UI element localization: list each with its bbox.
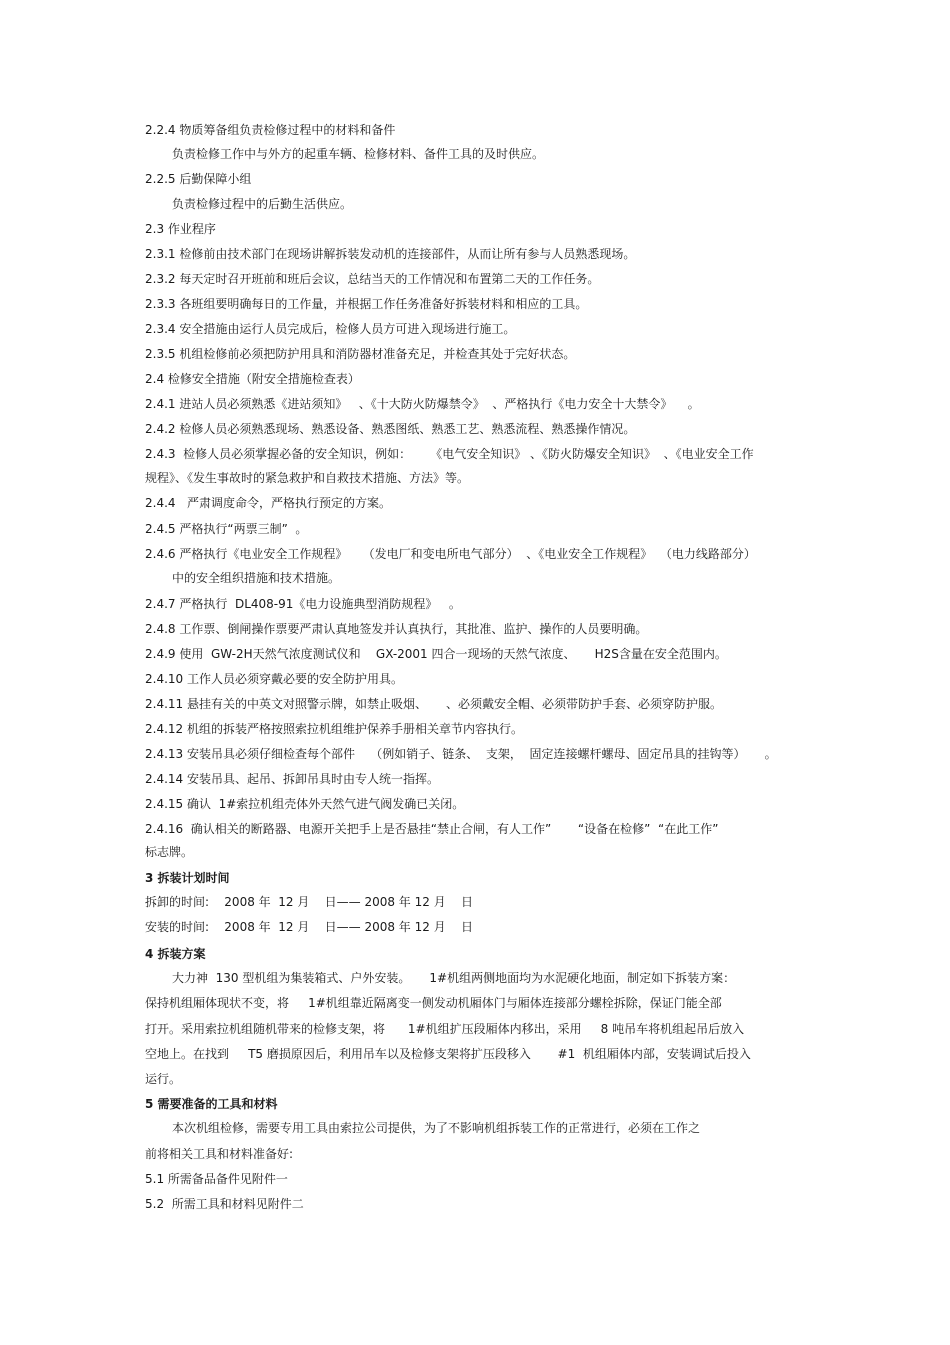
section-2-2-4-heading: 2.2.4 物质筹备组负责检修过程中的材料和备件 [145, 123, 396, 137]
paragraph-line: 2.3.3 各班组要明确每日的工作量，并根据工作任务准备好拆装材料和相应的工具。 [145, 297, 588, 311]
disassembly-time: 拆卸的时间: 2008 年 12 月 日—— 2008 年 12 月 日 [145, 895, 473, 909]
section-2-2-5-heading: 2.2.5 后勤保障小组 [145, 172, 252, 186]
paragraph-line: 2.4.10 工作人员必须穿戴必要的安全防护用具。 [145, 672, 403, 686]
paragraph-line: 2.4.13 安装吊具必须仔细检查每个部件 （例如销子、链条、 支架， 固定连接螺杆螺母、固定吊具的挂钩等） 。 [145, 747, 777, 761]
section-4-heading: 4 拆装方案 [145, 947, 206, 961]
paragraph-line: 负责检修过程中的后勤生活供应。 [172, 197, 353, 211]
paragraph-line: 负责检修工作中与外方的起重车辆、检修材料、备件工具的及时供应。 [172, 147, 545, 161]
section-2-3-heading: 2.3 作业程序 [145, 222, 216, 236]
paragraph-line: 本次机组检修，需要专用工具由索拉公司提供，为了不影响机组拆装工作的正常进行，必须在工作之 [172, 1121, 701, 1135]
section-5-heading: 5 需要准备的工具和材料 [145, 1097, 278, 1111]
paragraph-line: 2.4.1 进站人员必须熟悉《进站须知》 、《十大防火防爆禁令》 、严格执行《电力安全十大禁令》 。 [145, 397, 700, 411]
paragraph-line: 2.3.5 机组检修前必须把防护用具和消防器材准备充足，并检查其处于完好状态。 [145, 347, 576, 361]
installation-time: 安装的时间: 2008 年 12 月 日—— 2008 年 12 月 日 [145, 920, 473, 934]
paragraph-line: 2.4.5 严格执行“两票三制” 。 [145, 522, 308, 536]
paragraph-line: 2.4.9 使用 GW-2H天然气浓度测试仪和 GX-2001 四合一现场的天然气浓度、 H2S含量在安全范围内。 [145, 647, 727, 661]
paragraph-line: 2.4.16 确认相关的断路器、电源开关把手上是否悬挂“禁止合闸，有人工作” “设备在检修” “在此工作” [145, 822, 719, 836]
paragraph-line: 2.4.3 检修人员必须掌握必备的安全知识，例如： 《电气安全知识》 、《防火防爆安全知识》 、《电业安全工作 [145, 447, 754, 461]
paragraph-line: 2.4.7 严格执行 DL408-91《电力设施典型消防规程》 。 [145, 597, 461, 611]
paragraph-line: 中的安全组织措施和技术措施。 [172, 571, 341, 585]
paragraph-line: 打开。采用索拉机组随机带来的检修支架，将 1#机组扩压段厢体内移出，采用 8 吨吊车将机组起吊后放入 [145, 1022, 745, 1036]
paragraph-line: 2.3.4 安全措施由运行人员完成后，检修人员方可进入现场进行施工。 [145, 322, 516, 336]
paragraph-line: 2.4.8 工作票、倒闸操作票要严肃认真地签发并认真执行，其批准、监护、操作的人员要明确。 [145, 622, 648, 636]
section-3-heading: 3 拆装计划时间 [145, 871, 230, 885]
paragraph-line: 运行。 [145, 1072, 182, 1086]
paragraph-line: 2.4.4 严肃调度命令，严格执行预定的方案。 [145, 496, 391, 510]
paragraph-line: 标志牌。 [145, 845, 194, 859]
paragraph-line: 5.1 所需备品备件见附件一 [145, 1172, 288, 1186]
paragraph-line: 2.4.6 严格执行《电业安全工作规程》 （发电厂和变电所电气部分） 、《电业安全工作规程》 （电力线路部分） [145, 547, 756, 561]
paragraph-line: 2.4.11 悬挂有关的中英文对照警示牌，如禁止吸烟、 、必须戴安全帽、必须带防护手套、必须穿防护服。 [145, 697, 723, 711]
paragraph-line: 前将相关工具和材料准备好: [145, 1147, 294, 1161]
paragraph-line: 2.4.2 检修人员必须熟悉现场、熟悉设备、熟悉图纸、熟悉工艺、熟悉流程、熟悉操作情况。 [145, 422, 636, 436]
paragraph-line: 2.4.15 确认 1#索拉机组壳体外天然气进气阀发确已关闭。 [145, 797, 465, 811]
paragraph-line: 大力神 130 型机组为集装箱式、户外安装。 1#机组两侧地面均为水泥硬化地面，制定如下拆装方案： [172, 971, 736, 985]
paragraph-line: 空地上。在找到 T5 磨损原因后，利用吊车以及检修支架将扩压段移入 #1 机组厢体内部，安装调试后投入 [145, 1047, 751, 1061]
paragraph-line: 2.3.2 每天定时召开班前和班后会议，总结当天的工作情况和布置第二天的工作任务。 [145, 272, 600, 286]
paragraph-line: 5.2 所需工具和材料见附件二 [145, 1197, 304, 1211]
paragraph-line: 2.3.1 检修前由技术部门在现场讲解拆装发动机的连接部件，从而让所有参与人员熟悉现场。 [145, 247, 636, 261]
paragraph-line: 2.4.12 机组的拆装严格按照索拉机组维护保养手册相关章节内容执行。 [145, 722, 523, 736]
paragraph-line: 2.4.14 安装吊具、起吊、拆卸吊具时由专人统一指挥。 [145, 772, 439, 786]
section-2-4-heading: 2.4 检修安全措施（附安全措施检查表） [145, 372, 360, 386]
paragraph-line: 规程》、《发生事故时的紧急救护和自救技术措施、方法》等。 [145, 471, 470, 485]
paragraph-line: 保持机组厢体现状不变，将 1#机组靠近隔离变一侧发动机厢体门与厢体连接部分螺栓拆除，保证门能全部 [145, 996, 722, 1010]
